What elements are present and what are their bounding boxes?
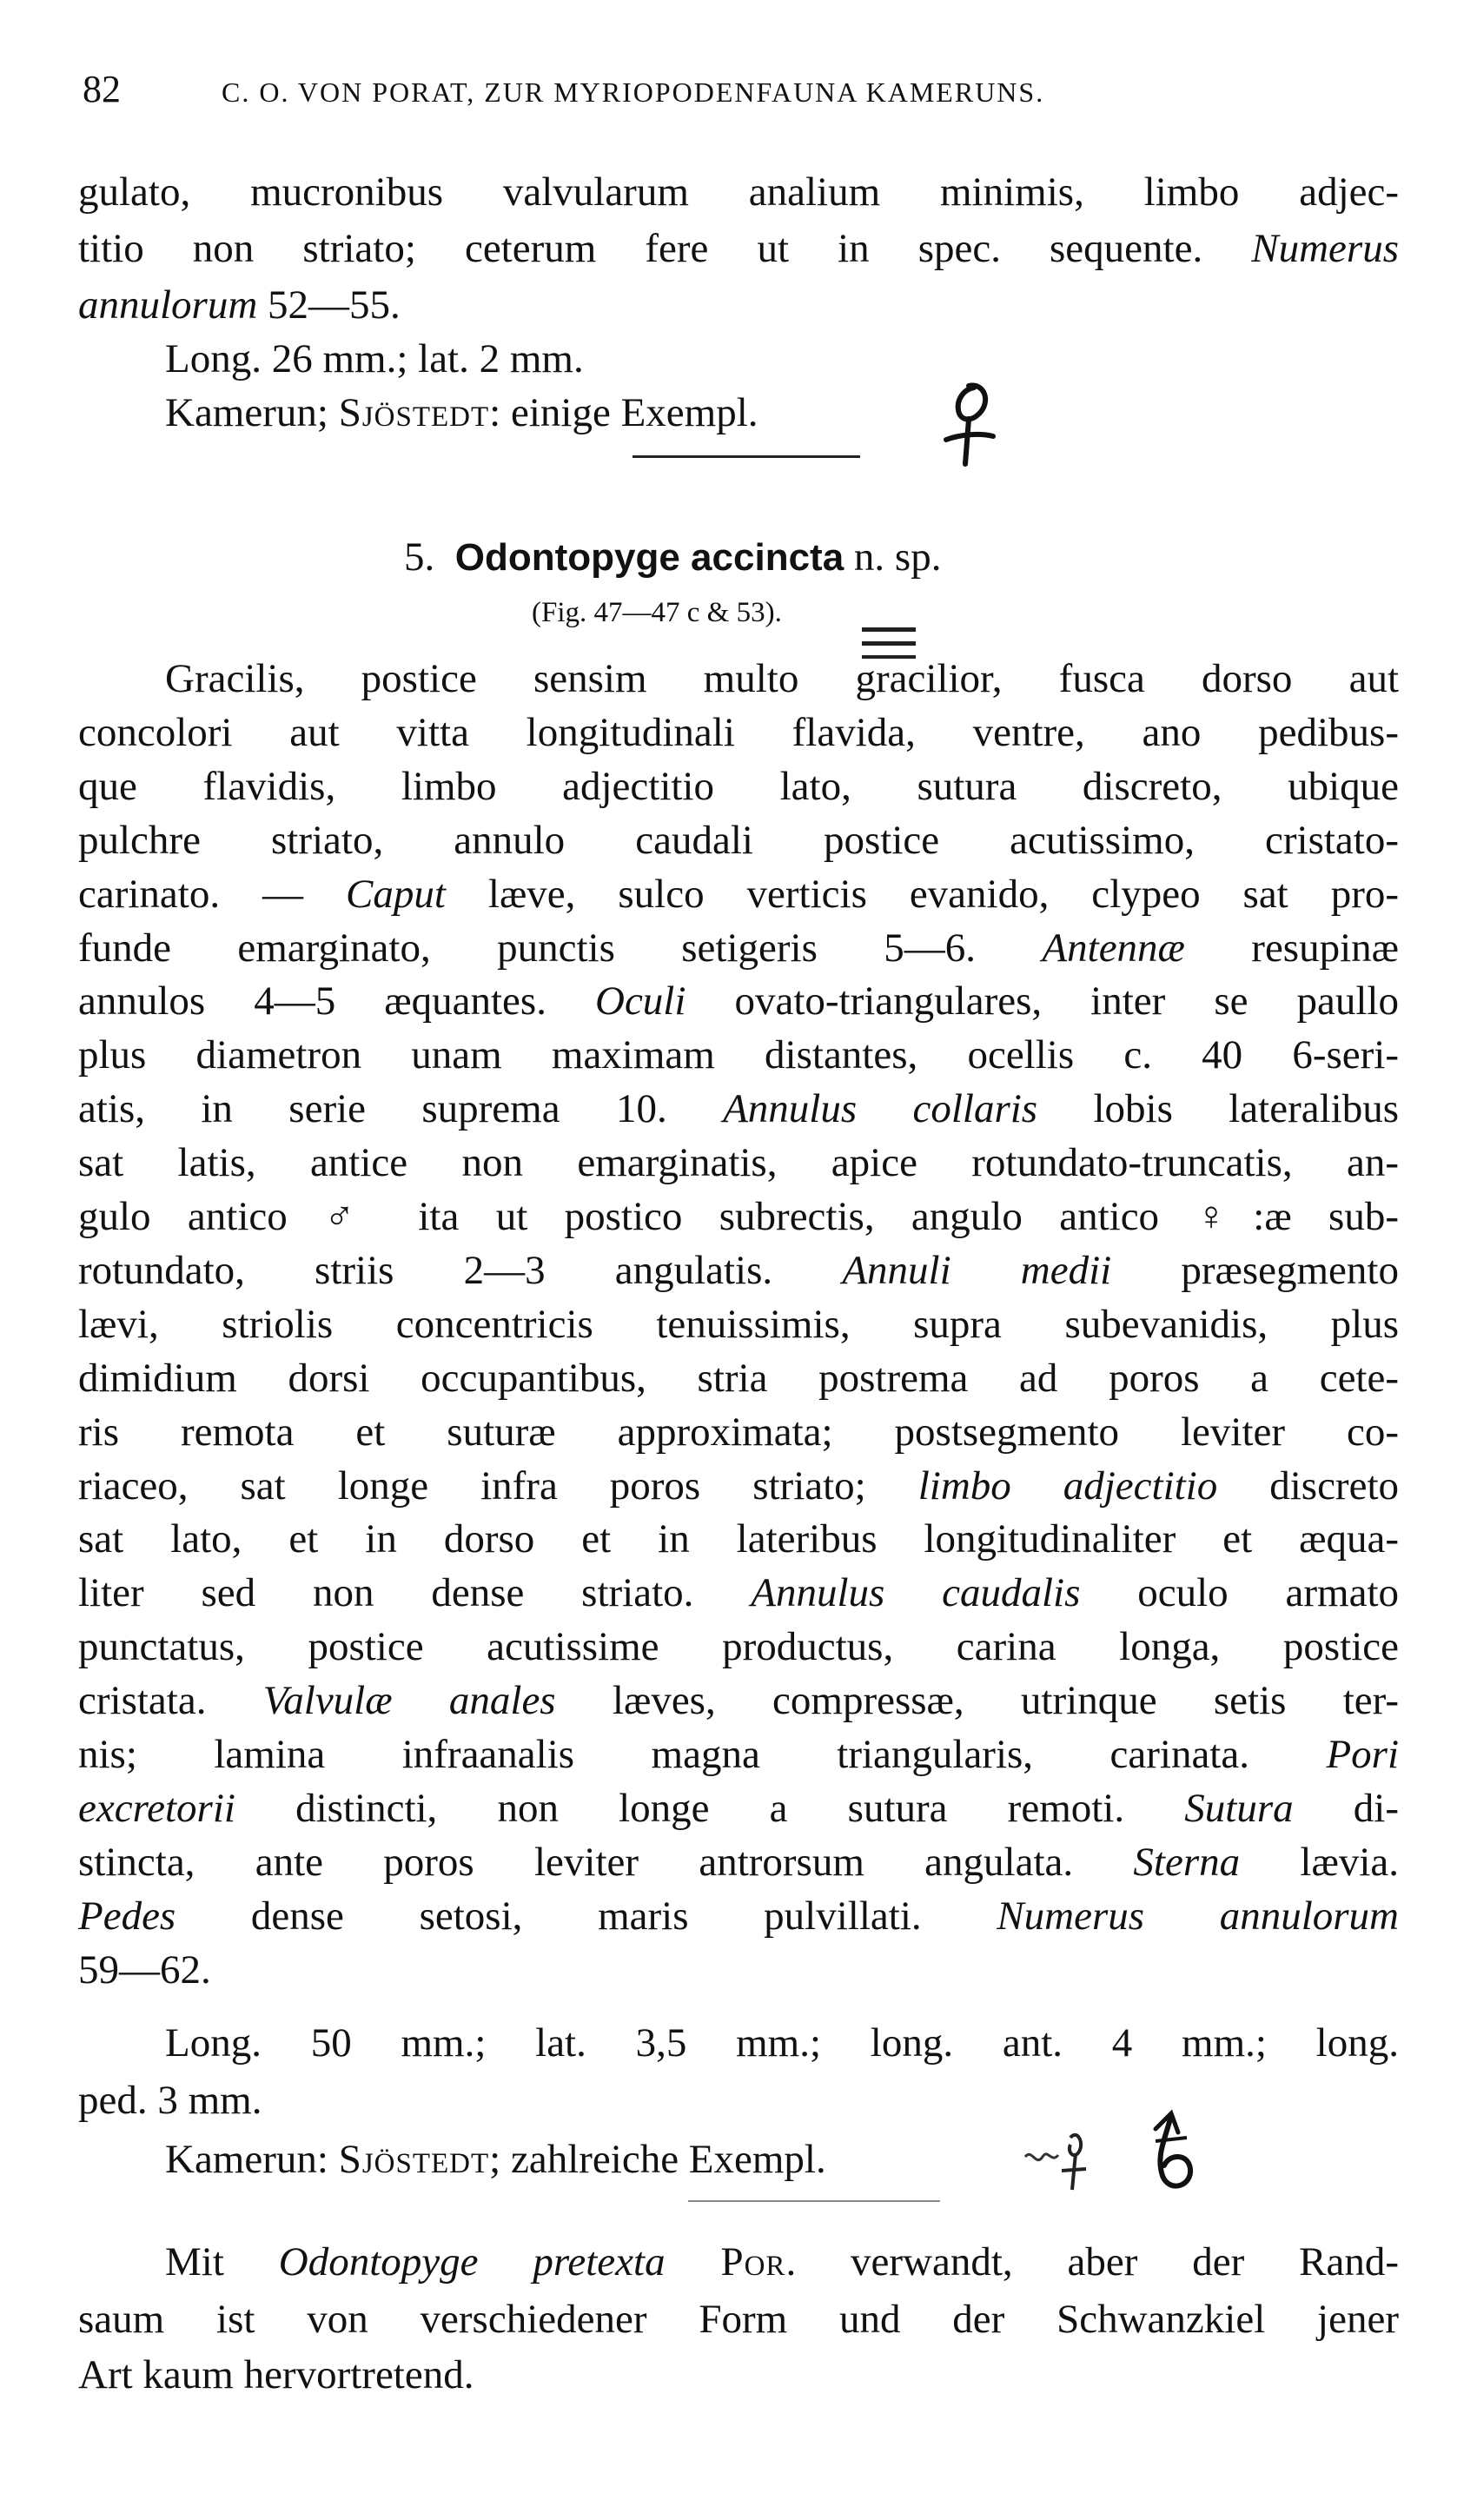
description-line [78, 1729, 1399, 1780]
italic-term: Annuli medii [842, 1248, 1112, 1293]
italic-term: Valvulæ anales [262, 1678, 556, 1723]
description-text: sat lato, et in dorso et in lateribus longitudinaliter et æqua- [78, 1516, 1399, 1562]
description-line [78, 1675, 1399, 1726]
description-text: rotundato, striis 2—3 angulatis. [78, 1248, 843, 1293]
locality-collector: Sjöstedt [338, 2137, 490, 2182]
italic-term: Sutura [1184, 1786, 1294, 1831]
description-text: oculo armato [1080, 1570, 1399, 1615]
locality-note: ; zahlreiche Exempl. [489, 2137, 826, 2182]
description-text: discreto [1217, 1463, 1400, 1509]
prev-measurements: Long. 26 mm.; lat. 2 mm. [165, 336, 584, 381]
description-text: ovato-triangulares, inter se paullo [686, 978, 1399, 1024]
remark-line-2: saum ist von verschiedener Form und der Schwanzkiel jener [78, 2297, 1399, 2342]
prev-line-1: gulato, mucronibus valvularum analium minimis, limbo adjec- [78, 169, 1399, 215]
italic-term: excretorii [78, 1786, 235, 1831]
description-text: 59—62. [78, 1947, 211, 1993]
page-number: 82 [83, 68, 121, 110]
italic-term: Antennæ [1042, 925, 1185, 971]
prev-line-3-text: 52—55. [257, 282, 401, 328]
description-text: Gracilis, postice sensim multo gracilior, fusca dorso aut [165, 656, 1399, 701]
description-line [78, 761, 1399, 812]
remark-line-1 [165, 2237, 1399, 2287]
italic-term: limbo adjectitio [917, 1463, 1218, 1509]
description-text: carinato. — [78, 872, 347, 917]
handwritten-annotation-male-female [1017, 2103, 1242, 2207]
remark-lead: Mit [165, 2239, 279, 2285]
description-text: riaceo, sat longe infra poros striato; [78, 1463, 918, 1509]
description-text: lævi, striolis concentricis tenuissimis, supra subevanidis, plus [78, 1302, 1399, 1347]
species-number: 5. [404, 534, 435, 580]
description-line [78, 1084, 1399, 1134]
description-line [78, 1030, 1399, 1080]
italic-term: Caput [346, 872, 446, 917]
description-line [78, 1191, 1399, 1242]
remark-author: Por [665, 2239, 786, 2285]
italic-term: Sterna [1133, 1840, 1241, 1885]
pencil-underline [633, 455, 860, 458]
description-line [78, 869, 1399, 919]
description-text: ris remota et suturæ approximata; postsegmento leviter co- [78, 1409, 1399, 1455]
description-text: funde emarginato, punctis setigeris 5—6. [78, 925, 1043, 971]
remark-rest: . verwandt, aber der Rand- [785, 2239, 1399, 2285]
description-line [78, 1621, 1399, 1672]
species-heading [404, 532, 941, 583]
description-line [165, 653, 1399, 704]
description-text: que flavidis, limbo adjectitio lato, sutura discreto, ubique [78, 764, 1399, 809]
italic-term: Pedes [78, 1893, 176, 1939]
description-line [78, 1837, 1399, 1887]
species-name: Odontopyge accincta [454, 536, 844, 579]
prev-line-2-text: titio non striato; ceterum fere ut in spec. sequente. [78, 226, 1252, 271]
description-line [78, 707, 1399, 758]
pencil-mark-2 [862, 641, 916, 646]
prev-line-3 [78, 280, 401, 330]
description-line [78, 1353, 1399, 1403]
description-text: plus diametron unam maximam distantes, ocellis c. 40 6-seri- [78, 1032, 1399, 1078]
description-text: sat latis, antice non emarginatis, apice rotundato-truncatis, an- [78, 1140, 1399, 1185]
description-text: gulo antico ♂ ita ut postico subrectis, angulo antico ♀:æ sub- [78, 1194, 1399, 1239]
description-line [78, 1137, 1399, 1188]
description-line [78, 923, 1399, 973]
description-line [78, 815, 1399, 865]
prev-locality-collector: Sjöstedt [338, 390, 490, 435]
description-text: lobis lateralibus [1037, 1086, 1399, 1131]
description-text: lævia. [1240, 1840, 1399, 1885]
italic-term: Oculi [595, 978, 686, 1024]
description-line [78, 1568, 1399, 1618]
measurements-line-1: Long. 50 mm.; lat. 3,5 mm.; long. ant. 4 mm.; long. [165, 2020, 1399, 2066]
prev-locality [165, 388, 758, 438]
description-line [78, 1891, 1399, 1941]
description-text: læves, compressæ, utrinque setis ter- [555, 1678, 1400, 1723]
description-text: resupinæ [1184, 925, 1400, 971]
figure-reference: (Fig. 47—47 c & 53). [532, 597, 782, 628]
pencil-underline-2 [688, 2200, 940, 2202]
prev-line-2 [78, 223, 1399, 274]
description-text: atis, in serie suprema 10. [78, 1086, 724, 1131]
measurements-line-2: ped. 3 mm. [78, 2078, 262, 2123]
italic-term: Pori [1326, 1732, 1399, 1777]
description-line [78, 1407, 1399, 1457]
description-line [78, 976, 1399, 1026]
prev-locality-note: : einige Exempl. [489, 390, 758, 435]
remark-species: Odontopyge pretexta [278, 2239, 666, 2285]
pencil-mark-1 [862, 627, 916, 632]
description-line [78, 1783, 1399, 1834]
description-text: punctatus, postice acutissime productus, carina longa, postice [78, 1624, 1399, 1669]
description-line [78, 1245, 1399, 1296]
description-line [78, 1945, 211, 1995]
description-text: liter sed non dense striato. [78, 1570, 752, 1615]
italic-term: Annulus collaris [723, 1086, 1038, 1131]
italic-term: Numerus annulorum [997, 1893, 1399, 1939]
description-line [78, 1514, 1399, 1564]
description-text: di- [1293, 1786, 1399, 1831]
description-text: dimidium dorsi occupantibus, stria postrema ad poros a cete- [78, 1356, 1399, 1401]
description-text: præsegmento [1111, 1248, 1399, 1293]
prev-line-3-italic: annulorum [78, 282, 258, 328]
header-title: C. O. VON PORAT, ZUR MYRIOPODENFAUNA KAMERUNS. [222, 76, 1045, 108]
female-symbol-handwritten [934, 374, 1003, 469]
description-text: stincta, ante poros leviter antrorsum angulata. [78, 1840, 1134, 1885]
description-line [78, 1461, 1399, 1511]
description-line [78, 1299, 1399, 1350]
description-text: annulos 4—5 æquantes. [78, 978, 595, 1024]
locality-place: Kamerun: [165, 2137, 339, 2182]
description-text: pulchre striato, annulo caudali postice acutissimo, cristato- [78, 818, 1399, 863]
prev-locality-place: Kamerun; [165, 390, 339, 435]
locality [165, 2134, 826, 2185]
description-text: læve, sulco verticis evanido, clypeo sat pro- [445, 872, 1399, 917]
description-text: cristata. [78, 1678, 263, 1723]
species-suffix: n. sp. [844, 534, 942, 580]
remark-line-3: Art kaum hervortretend. [78, 2352, 474, 2397]
description-text: distincti, non longe a sutura remoti. [235, 1786, 1185, 1831]
running-head [83, 68, 1403, 120]
italic-term: Annulus caudalis [751, 1570, 1081, 1615]
prev-line-2-italic: Numerus [1251, 226, 1399, 271]
description-text: concolori aut vitta longitudinali flavida, ventre, ano pedibus- [78, 710, 1399, 755]
description-text: nis; lamina infraanalis magna triangularis, carinata. [78, 1732, 1327, 1777]
description-text: dense setosi, maris pulvillati. [176, 1893, 997, 1939]
